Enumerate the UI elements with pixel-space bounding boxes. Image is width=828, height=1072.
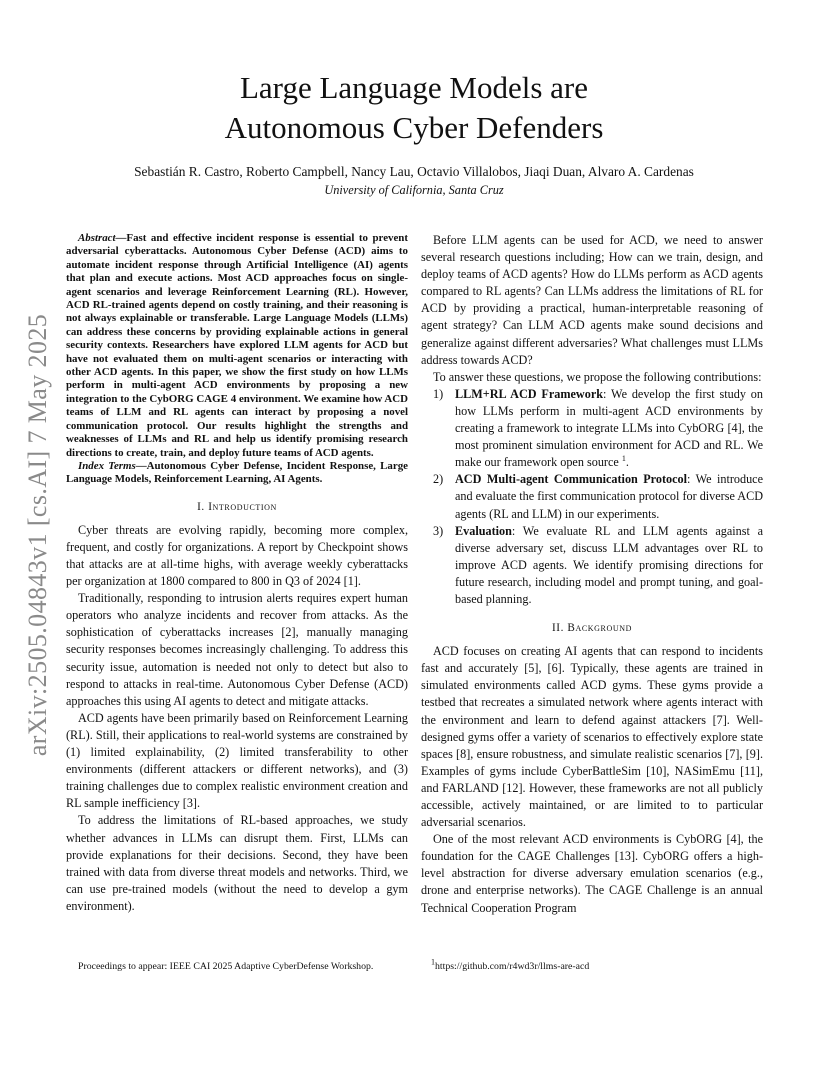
contributions-intro: To answer these questions, we propose the following contributions: [433, 369, 762, 384]
left-column [66, 232, 408, 915]
contribution-title: LLM+RL ACD Framework [455, 386, 604, 401]
research-questions-paragraph: Before LLM agents can be used for ACD, we need to answer several research questions including; How can we train, design, and deploy teams of ACD agents? How do LLMs perform as ACD agents compared to RL agents? Can LLMs address the limitations of RL for ACD by providing a practical, human-interpretable reasoning of agent strategy? Can LLM ACD agents make sound decisions and generalize against different adversaries? What challenges must LLMs address towards ACD? [421, 233, 763, 367]
author-block [0, 163, 828, 199]
contribution-text: : We introduce and evaluate the first communication protocol for diverse ACD agents (RL and LLM) in our experiments. [455, 472, 763, 521]
url-footnote [431, 957, 590, 973]
contribution-item [421, 471, 763, 522]
intro-paragraph: Cyber threats are evolving rapidly, becoming more complex, frequent, and costly for organizations. A report by Checkpoint shows that attacks are at all-time highs, with average weekly cyberattacks per organization at 1800 compared to 800 in Q3 of 2024 [1]. [66, 522, 408, 589]
intro-paragraph: To address the limitations of RL-based approaches, we study whether advances in LLMs can disrupt them. First, LLMs can provide explanations for their decisions. Second, they have been trained with data from diverse threat models and networks. Third, we can use pre-trained models (without the need to develop a gym environment). [66, 813, 408, 913]
section-heading-background: II. Background [551, 622, 633, 635]
contribution-title: Evaluation [455, 523, 512, 538]
contribution-title: ACD Multi-agent Communication Protocol [455, 472, 688, 487]
author-list: Sebastián R. Castro, Roberto Campbell, Nancy Lau, Octavio Villalobos, Jiaqi Duan, Alvaro A. Cardenas [134, 164, 694, 179]
abstract-lead: Abstract [78, 232, 116, 244]
background-paragraph: One of the most relevant ACD environments is CybORG [4], the foundation for the CAGE Challenges [13]. CybORG offers a high-level abstraction for diverse adversary emulation scenarios (e.g., drone and enterprise networks). The CAGE Challenge is an annual Technical Cooperation Program [421, 832, 763, 915]
contribution-item [421, 523, 763, 608]
footnote-mark: 1 [621, 454, 626, 464]
contribution-number: 1) [433, 386, 444, 401]
index-terms-text: —Autonomous Cyber Defense, Incident Response, Large Language Models, Reinforcement Learning, AI Agents. [66, 459, 408, 486]
proceedings-footnote: Proceedings to appear: IEEE CAI 2025 Adaptive CyberDefense Workshop. [78, 961, 374, 972]
arxiv-identifier [8, 300, 68, 770]
abstract-text: —Fast and effective incident response is essential to prevent adversarial cyberattacks. Autonomous Cyber Defense (ACD) aims to automate incident response through Artificial Intelligence (AI) agents that plan and execute actions. Most ACD approaches focus on single-agent scenarios and leverage Reinforcement Learning (RL). However, ACD RL-trained agents depend on costly training, and their reasoning is not always explainable or transferable. Large Language Models (LLMs) can address these concerns by providing explainable actions in general security contexts. Researchers have explored LLM agents for ACD but have not evaluated them on multi-agent scenarios or interacting with other ACD agents. In this paper, we show the first study on how LLMs perform in multi-agent ACD environments by proposing a new integration to the CybORG CAGE 4 environment. We examine how ACD teams of LLM and RL agents can interact by proposing a novel communication protocol. Our results highlight the strengths and weaknesses of LLMs and RL and help us identify promising research directions to create, train, and deploy future teams of ACD agents. [66, 232, 408, 459]
contribution-item [421, 386, 763, 471]
intro-paragraph: Traditionally, responding to intrusion alerts requires expert human operators who analyze incidents and recover from attacks. As the sophistication of cyberattacks increases [2], manually managing security responses becomes increasingly challenging. To address this security issue, automation is needed not only to detect but also to respond to attacks in real-time. Autonomous Cyber Defense (ACD) approaches this using AI agents to detect and mitigate attacks. [66, 591, 408, 708]
contribution-number: 2) [433, 472, 444, 487]
abstract [66, 232, 408, 460]
section-heading-introduction: I. Introduction [197, 500, 277, 513]
footnote-url[interactable]: https://github.com/r4wd3r/llms-are-acd [435, 961, 590, 972]
index-terms-lead: Index Terms [78, 459, 136, 472]
contributions-list [421, 386, 763, 608]
paper-title-line2: Autonomous Cyber Defenders [224, 110, 604, 145]
affiliation: University of California, Santa Cruz [324, 183, 504, 197]
arxiv-identifier-text: arXiv:2505.04843v1 [cs.AI] 7 May 2025 [23, 313, 52, 757]
paper-title [0, 68, 828, 148]
index-terms [66, 460, 408, 487]
background-paragraph: ACD focuses on creating AI agents that can respond to incidents fast and accurately [5], [6]. Typically, these agents are trained in simulated environments called ACD gyms. These gyms provide a testbed that recreates a simulated network where agents interact with the environment and learn to defend against attackers [7]. Well-designed gyms offer a variety of scenarios to effectively explore state spaces [8], ensure robustness, and simulate realistic scenarios [7], [9]. Examples of gyms include CyberBattleSim [10], NASimEmu [11], and FARLAND [12]. However, these frameworks are not all publicly accessible, actively maintained, or are limited to to particular adversarial scenarios. [421, 644, 763, 830]
contribution-text: : We develop the first study on how LLMs perform in multi-agent ACD environments by creating a framework to integrate LLMs into CybORG [4], the most prominent simulation environment for ACD and RL. We make our framework open source [455, 386, 763, 470]
contribution-text: : We evaluate RL and LLM agents against a diverse adversary set, discuss LLM advantages over RL to improve ACD agents. We identify promising directions for future research, including model and prompt tuning, and goal-based planning. [455, 523, 763, 606]
right-column [421, 232, 763, 917]
contribution-number: 3) [433, 523, 444, 538]
contribution-end: . [625, 455, 629, 470]
paper-title-line1: Large Language Models are [239, 70, 589, 105]
footnote-number: 1 [431, 957, 435, 967]
intro-paragraph: ACD agents have been primarily based on Reinforcement Learning (RL). Still, their applications to real-world systems are constrained by (1) limited explainability, (2) limited transferability to other environments (different attackers or different networks), and (3) training challenges due to complex realistic environment creation and RL sample inefficiency [3]. [66, 710, 408, 811]
